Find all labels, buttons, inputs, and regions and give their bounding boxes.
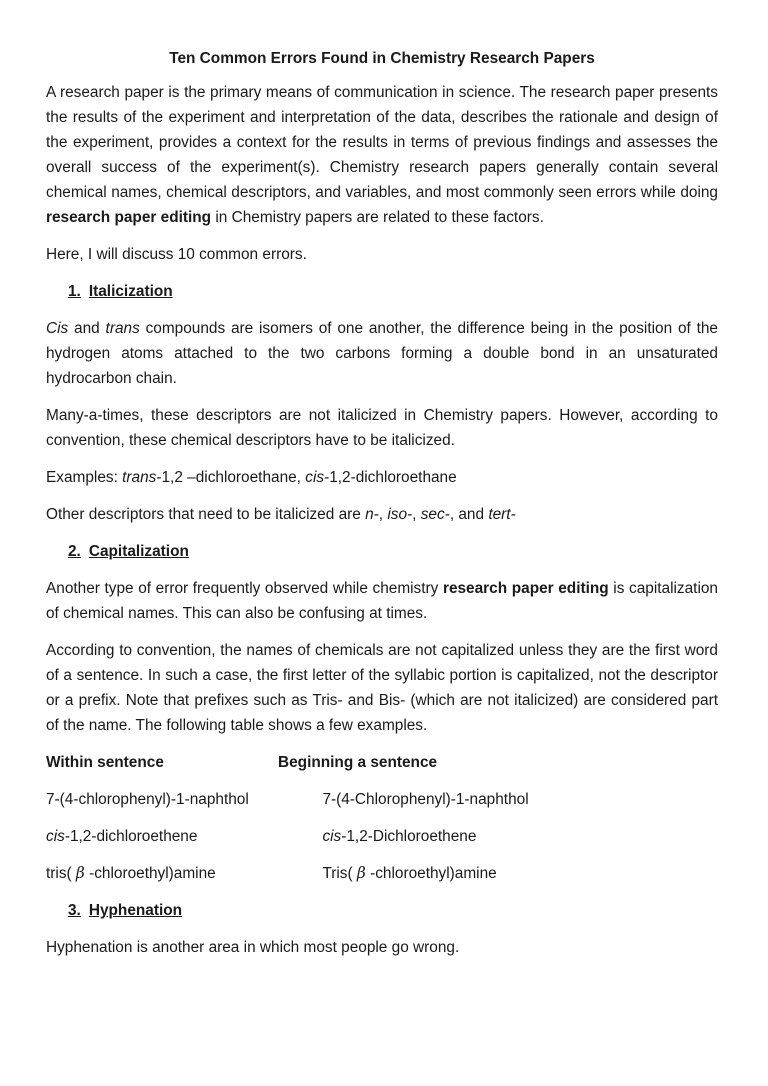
table-cell [46,824,275,849]
greek-beta: β [75,864,85,882]
section-number: 3. [68,902,81,919]
italic-term-trans: trans [105,320,140,337]
italic-term-cis: Cis [46,320,69,337]
italic-other-descriptors [46,502,718,527]
italic-examples [46,465,718,490]
table-header-row [46,750,718,775]
italic-term: sec- [420,506,450,523]
intro-text-b: in Chemistry papers are related to these factors. [211,209,544,226]
table-cell [275,861,718,886]
cell-text: -1,2-dichloroethene [64,828,198,845]
document-page [46,46,718,972]
cell-text: -chloroethyl)amine [365,865,497,882]
section-label: Italicization [88,283,173,300]
intro-bold-phrase: research paper editing [46,209,212,226]
capital-paragraph-2: According to convention, the names of chemicals are not capitalized unless they are the first word of a sentence. In such a case, the first letter of the syllabic portion is capitalized, not the descriptor or a prefix. Note that prefixes such as Tris- and Bis- (which are not italicized) are considered part of the name. The following table shows a few examples. [46,642,718,734]
italic-paragraph-1 [46,316,718,391]
intro-text-a: A research paper is the primary means of communication in science. The research paper presents the results of the experiment and interpretation of the data, describes the rationale and design of the experiment, provides a context for the results in terms of previous findings and assesses the overall success of the experiment(s). Chemistry research papers generally contain several chemical names, chemical descriptors, and variables, and most commonly seen errors while doing [46,84,718,201]
cell-text: Tris( [322,865,357,882]
italic-paragraph-2: Many-a-times, these descriptors are not italicized in Chemistry papers. However, according to convention, these chemical descriptors have to be italicized. [46,407,718,449]
cell-text: tris( [46,865,76,882]
section-number: 1. [68,283,81,300]
table-header-within: Within sentence [46,754,164,771]
greek-beta: β [356,864,366,882]
italic-term: tert- [488,506,516,523]
example-text: -1,2-dichloroethane [324,469,457,486]
table-row [46,787,718,812]
italic-term: cis [322,828,342,845]
section-label: Hyphenation [88,902,183,919]
table-row [46,861,718,886]
capital-text: Another type of error frequently observed while chemistry [46,580,443,597]
capital-text: is capitalization of chemical names. This can also be confusing at times. [46,580,718,622]
italic-term: cis [305,469,325,486]
intro-discuss-paragraph: Here, I will discuss 10 common errors. [46,246,307,263]
example-text: -1,2 –dichloroethane, [156,469,306,486]
italic-term: cis [46,828,65,845]
separator: , and [449,506,489,523]
table-header-beginning: Beginning a sentence [278,754,438,771]
table-cell: 7-(4-Chlorophenyl)-1-naphthol [322,791,529,808]
table-cell [46,861,275,886]
document-title: Ten Common Errors Found in Chemistry Research Papers [169,50,595,67]
examples-label: Examples: [46,469,123,486]
capital-bold-phrase: research paper editing [442,580,609,597]
other-text: Other descriptors that need to be italicized are [46,506,366,523]
table-cell [275,824,718,849]
italic-term: n- [365,506,379,523]
table-row [46,824,718,849]
separator: , [412,506,421,523]
intro-paragraph [46,80,718,230]
section-heading-hyphenation [46,898,718,923]
section-heading-capitalization [46,539,718,564]
cell-text: -1,2-Dichloroethene [341,828,477,845]
italic-text: and [68,320,106,337]
capitalization-table [46,750,718,886]
capital-paragraph-1 [46,576,718,626]
italic-term: iso- [387,506,413,523]
section-label: Capitalization [88,543,189,560]
separator: , [378,506,388,523]
section-number: 2. [68,543,81,560]
section-heading-italicization [46,279,718,304]
italic-text: compounds are isomers of one another, the difference being in the position of the hydrogen atoms attached to the two carbons forming a double bond in an unsaturated hydrocarbon chain. [46,320,718,387]
italic-term: trans [122,469,157,486]
table-cell: 7-(4-chlorophenyl)-1-naphthol [46,791,249,808]
hyphen-paragraph-1: Hyphenation is another area in which most people go wrong. [46,939,460,956]
cell-text: -chloroethyl)amine [84,865,216,882]
